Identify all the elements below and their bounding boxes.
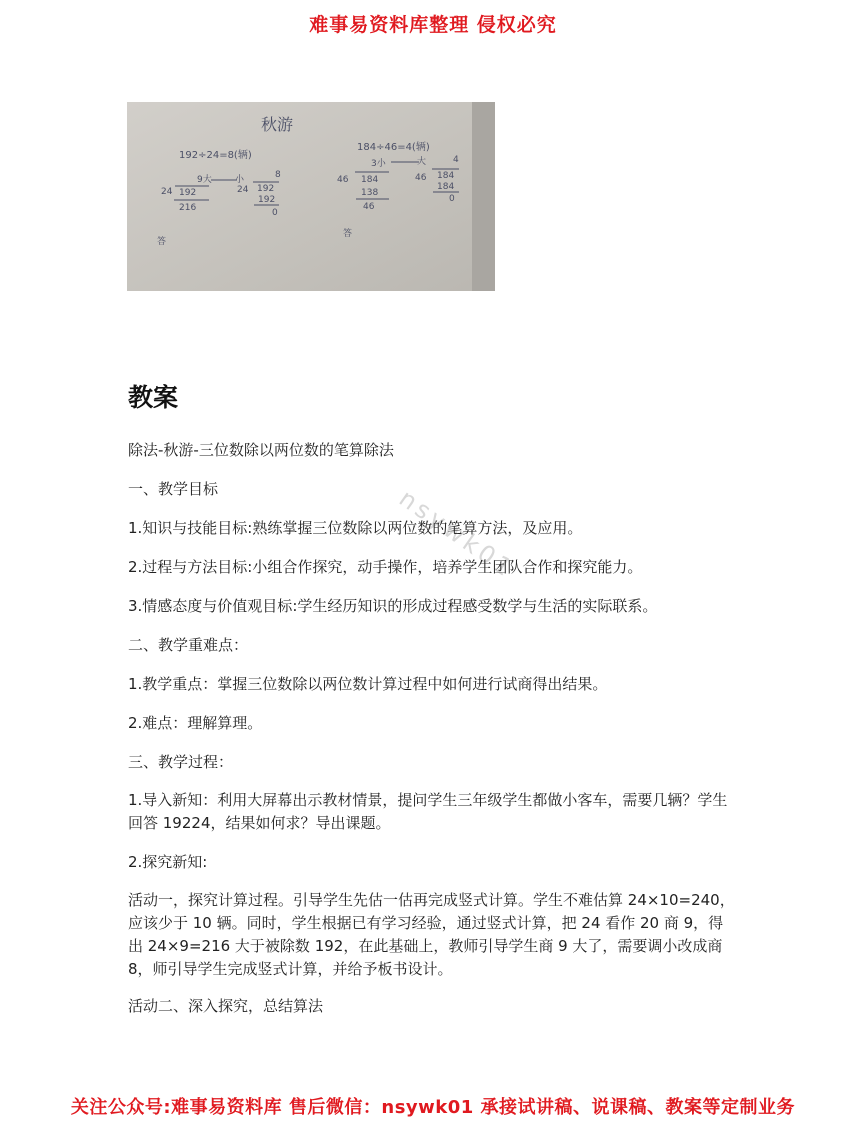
left-div-b-remainder: 0 [272,208,278,218]
goal-process: 2.过程与方法目标:小组合作探究，动手操作，培养学生团队合作和探究能力。 [128,558,643,576]
footer-banner: 关注公众号:难事易资料库 售后微信：nsywk01 承接试讲稿、说课稿、教案等定制业务 [70,1097,796,1118]
right-div-a-remainder: 46 [363,202,375,212]
svg-text:大: 大 [417,157,427,167]
right-div-b-dividend: 184 [437,171,455,181]
activity-one: 活动一，探究计算过程。引导学生先估一估再完成竖式计算。学生不难估算 24×10=240，应该少于 10 辆。同时，学生根据已有学习经验，通过竖式计算，把 24 看作 20 商 9，得出 24×9=216 大于被除数 192，在此基础上，教师引导学生商 9 大了，需要调小改成商 8，师引导学生完成竖式计算，并给予板书设计。 [128,891,735,978]
step-explore: 2.探究新知: [128,853,208,871]
right-div-b-divisor: 46 [415,173,427,183]
photo-title: 秋游 [261,115,294,134]
svg-text:答: 答 [157,237,167,247]
left-div-b-quotient: 8 [275,170,281,180]
right-div-a-product: 138 [361,188,379,198]
goal-knowledge: 1.知识与技能目标:熟练掌握三位数除以两位数的笔算方法，及应用。 [128,519,583,537]
difficulty: 2.难点：理解算理。 [128,714,263,732]
right-equation: 184÷46=4(辆) [357,142,430,153]
right-div-b-quotient: 4 [453,155,459,165]
section-key-points: 二、教学重难点： [128,636,249,654]
left-div-a-product: 216 [179,203,197,213]
svg-text:小: 小 [235,175,245,185]
step-introduction: 1.导入新知：利用大屏幕出示教材情景，提问学生三年级学生都做小客车，需要几辆？学生回答 19224，结果如何求？导出课题。 [128,791,728,832]
right-div-b-remainder: 0 [449,194,455,204]
right-div-a-divisor: 46 [337,175,349,185]
lesson-subtitle: 除法-秋游-三位数除以两位数的笔算除法 [128,441,394,459]
left-div-b-dividend: 192 [257,184,275,194]
section-process: 三、教学过程： [128,753,234,771]
watermark: nsywk01 [394,484,520,584]
header-banner: 难事易资料库整理 侵权必究 [309,14,557,36]
key-point: 1.教学重点：掌握三位数除以两位数计算过程中如何进行试商得出结果。 [128,675,608,693]
left-div-b-divisor: 24 [237,185,249,195]
left-div-b-product: 192 [258,195,276,205]
svg-text:答: 答 [343,229,353,239]
left-equation: 192÷24=8(辆) [179,150,252,161]
whiteboard-photo [127,102,495,291]
left-div-a-quotient: 9大 [197,175,212,185]
activity-two: 活动二、深入探究，总结算法 [128,997,324,1015]
section-objectives: 一、教学目标 [128,480,219,498]
page-heading: 教案 [128,383,179,412]
goal-emotion: 3.情感态度与价值观目标:学生经历知识的形成过程感受数学与生活的实际联系。 [128,597,658,615]
left-div-a-dividend: 192 [179,188,197,198]
right-div-a-dividend: 184 [361,175,379,185]
right-div-a-quotient: 3小 [371,159,386,169]
right-div-b-product: 184 [437,182,455,192]
left-div-a-divisor: 24 [161,187,173,197]
